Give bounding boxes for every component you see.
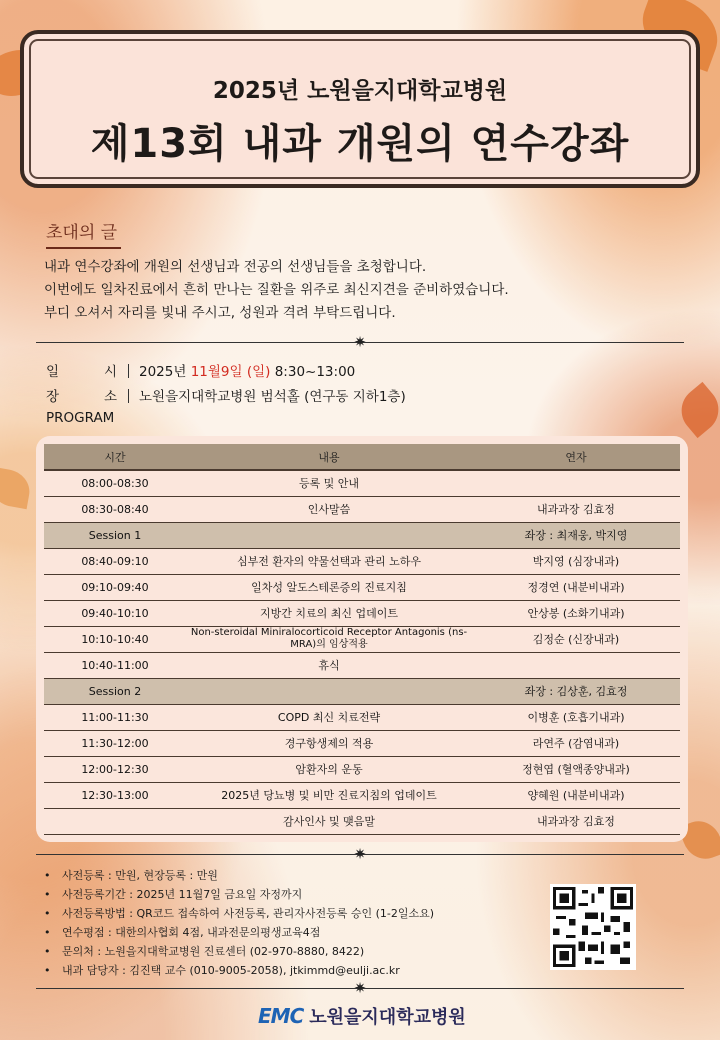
cell-content: 휴식 bbox=[186, 652, 472, 678]
cell-content: 암환자의 운동 bbox=[186, 756, 472, 782]
cell-speaker: 라연주 (감염내과) bbox=[472, 730, 680, 756]
table-row bbox=[44, 756, 680, 782]
table-header-row bbox=[44, 444, 680, 470]
table-row bbox=[44, 652, 680, 678]
cell-speaker bbox=[472, 470, 680, 496]
cell-time: 12:30-13:00 bbox=[44, 782, 186, 808]
cell-speaker: 좌장 : 김상훈, 김효정 bbox=[472, 678, 680, 704]
list-item: • 연수평점 : 대한의사협회 4점, 내과전문의평생교육4점 bbox=[44, 923, 434, 942]
table-row bbox=[44, 600, 680, 626]
program-table bbox=[44, 444, 680, 835]
table-row bbox=[44, 496, 680, 522]
cell-content: COPD 최신 치료전략 bbox=[186, 704, 472, 730]
table-row bbox=[44, 626, 680, 652]
cell-time: 09:10-09:40 bbox=[44, 574, 186, 600]
table-row bbox=[44, 470, 680, 496]
cell-speaker: 이병훈 (호흡기내과) bbox=[472, 704, 680, 730]
session-row bbox=[44, 678, 680, 704]
cell-time: 08:00-08:30 bbox=[44, 470, 186, 496]
hospital-subtitle: 2025년 노원을지대학교병원 bbox=[212, 78, 508, 104]
list-item: • 내과 담당자 : 김진택 교수 (010-9005-2058), jtkimmd@eulji.ac.kr bbox=[44, 961, 434, 980]
cell-time: 11:30-12:00 bbox=[44, 730, 186, 756]
divider-star-icon: ✷ bbox=[353, 333, 367, 351]
cell-speaker: 좌장 : 최재웅, 박지영 bbox=[472, 522, 680, 548]
title-banner bbox=[20, 30, 700, 188]
cell-speaker: 정현엽 (혈액종양내과) bbox=[472, 756, 680, 782]
table-row bbox=[44, 808, 680, 834]
table-row bbox=[44, 704, 680, 730]
cell-content: 경구항생제의 적용 bbox=[186, 730, 472, 756]
header-content: 내용 bbox=[186, 444, 472, 470]
cell-speaker: 양혜원 (내분비내과) bbox=[472, 782, 680, 808]
cell-content: Non-steroidal Miniralocorticoid Receptor Antagonis (ns-MRA)의 임상적용 bbox=[186, 626, 472, 652]
date-label: 일 bbox=[46, 364, 60, 380]
leaf-decoration bbox=[0, 467, 33, 509]
program-label: PROGRAM bbox=[46, 410, 115, 426]
leaf-decoration bbox=[672, 382, 720, 438]
table-row bbox=[44, 782, 680, 808]
cell-speaker: 박지영 (심장내과) bbox=[472, 548, 680, 574]
invitation-heading: 초대의 글 bbox=[46, 218, 121, 249]
header-speaker: 연자 bbox=[472, 444, 680, 470]
cell-time: 11:00-11:30 bbox=[44, 704, 186, 730]
table-row bbox=[44, 730, 680, 756]
cell-time: 09:40-10:10 bbox=[44, 600, 186, 626]
list-item: • 사전등록기간 : 2025년 11월7일 금요일 자정까지 bbox=[44, 885, 434, 904]
date-row: 일 시 2025년 11월9일 (일) 8:30~13:00 bbox=[46, 360, 355, 380]
hospital-logo bbox=[258, 1003, 466, 1029]
table-row bbox=[44, 548, 680, 574]
cell-content: 지방간 치료의 최신 업데이트 bbox=[186, 600, 472, 626]
list-item: • 문의처 : 노원을지대학교병원 진료센터 (02-970-8880, 8422) bbox=[44, 942, 434, 961]
cell-content bbox=[186, 678, 472, 704]
cell-speaker: 정경연 (내분비내과) bbox=[472, 574, 680, 600]
list-item: • 사전등록방법 : QR코드 접속하여 사전등록, 관리자사전등록 승인 (1-2일소요) bbox=[44, 904, 434, 923]
place-row: 장 소 노원을지대학교병원 범석홀 (연구동 지하1층) bbox=[46, 385, 406, 405]
invitation-line: 이번에도 일차진료에서 흔히 만나는 질환을 위주로 최신지견을 준비하였습니다. bbox=[44, 282, 509, 298]
cell-content: 2025년 당뇨병 및 비만 진료지침의 업데이트 bbox=[186, 782, 472, 808]
session-row bbox=[44, 522, 680, 548]
cell-time: 12:00-12:30 bbox=[44, 756, 186, 782]
cell-content: 감사인사 및 맺음말 bbox=[186, 808, 472, 834]
cell-speaker: 김정순 (신장내과) bbox=[472, 626, 680, 652]
logo-text: 노원을지대학교병원 bbox=[309, 1007, 466, 1028]
cell-speaker: 내과과장 김효정 bbox=[472, 496, 680, 522]
cell-content: 심부전 환자의 약물선택과 관리 노하우 bbox=[186, 548, 472, 574]
cell-speaker bbox=[472, 652, 680, 678]
date-value: 2025년 11월9일 (일) 8:30~13:00 bbox=[139, 364, 356, 380]
cell-time: 08:30-08:40 bbox=[44, 496, 186, 522]
cell-time bbox=[44, 808, 186, 834]
cell-time: 10:40-11:00 bbox=[44, 652, 186, 678]
cell-speaker: 내과과장 김효정 bbox=[472, 808, 680, 834]
cell-speaker: 안상봉 (소화기내과) bbox=[472, 600, 680, 626]
divider-star-icon: ✷ bbox=[353, 979, 367, 997]
cell-time: Session 1 bbox=[44, 522, 186, 548]
cell-content: 일차성 알도스테론증의 진료지침 bbox=[186, 574, 472, 600]
cell-time: 10:10-10:40 bbox=[44, 626, 186, 652]
list-item: • 사전등록 : 만원, 현장등록 : 만원 bbox=[44, 866, 434, 885]
invitation-line: 내과 연수강좌에 개원의 선생님과 전공의 선생님들을 초청합니다. bbox=[44, 259, 427, 275]
emc-logo-icon: EMC bbox=[258, 1004, 304, 1028]
cell-time: Session 2 bbox=[44, 678, 186, 704]
table-row bbox=[44, 574, 680, 600]
cell-content: 등록 및 안내 bbox=[186, 470, 472, 496]
event-title: 제13회 내과 개원의 연수강좌 bbox=[90, 121, 630, 167]
place-value: 노원을지대학교병원 범석홀 (연구동 지하1층) bbox=[139, 389, 406, 405]
invitation-line: 부디 오셔서 자리를 빛내 주시고, 성원과 격려 부탁드립니다. bbox=[44, 305, 396, 321]
cell-content bbox=[186, 522, 472, 548]
divider-star-icon: ✷ bbox=[353, 845, 367, 863]
cell-time: 08:40-09:10 bbox=[44, 548, 186, 574]
cell-content: 인사말씀 bbox=[186, 496, 472, 522]
place-label: 장 bbox=[46, 389, 60, 405]
header-time: 시간 bbox=[44, 444, 186, 470]
qr-code-icon[interactable] bbox=[550, 884, 636, 970]
notes-list bbox=[44, 866, 434, 980]
date-highlight: 11월9일 (일) bbox=[190, 364, 271, 380]
program-panel bbox=[36, 436, 688, 842]
invitation-text bbox=[44, 256, 509, 325]
